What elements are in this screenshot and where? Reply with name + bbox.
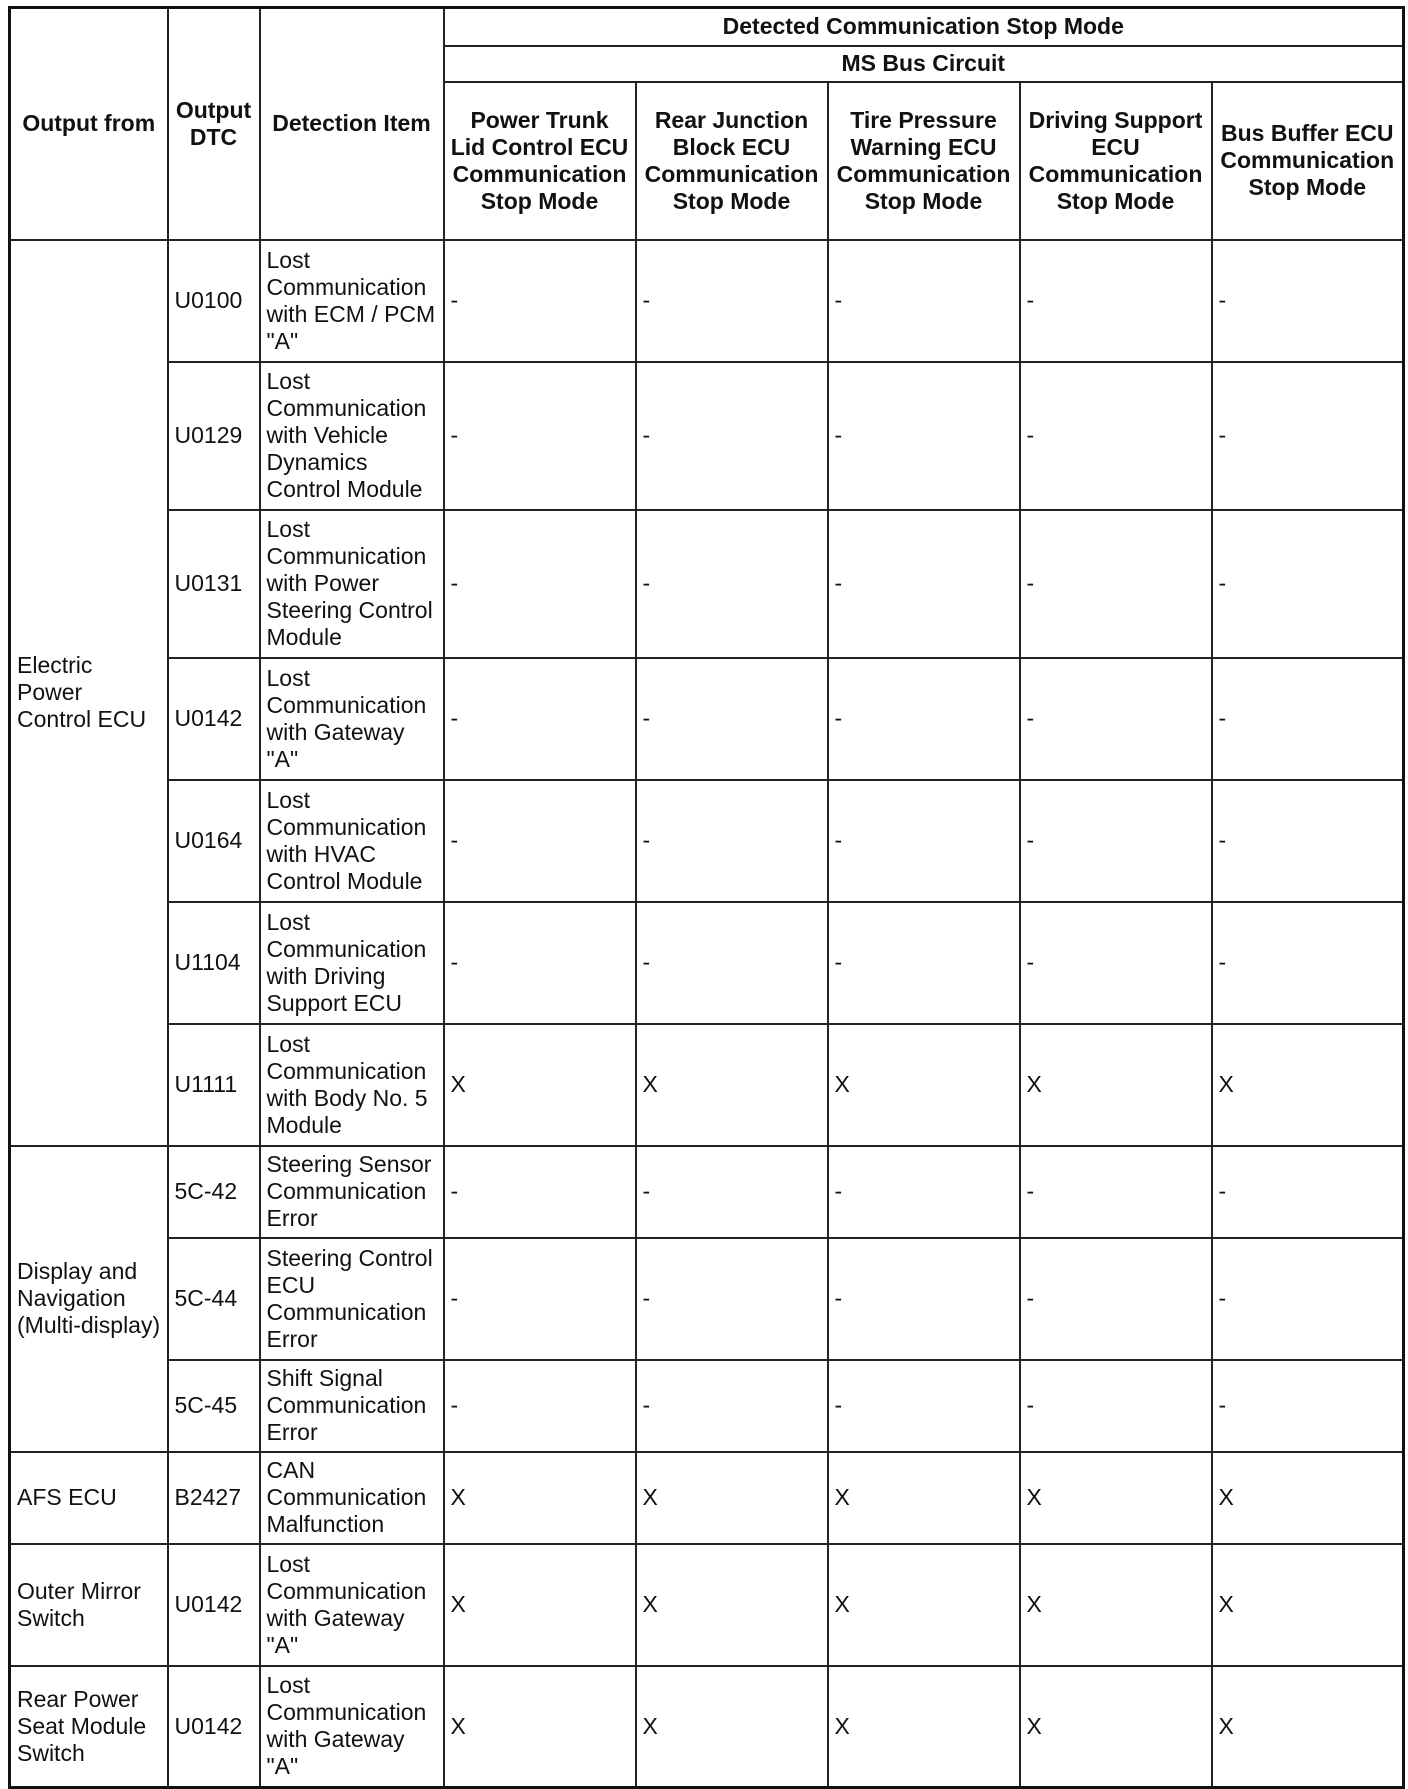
mode-mark-cell: X [828,1024,1020,1146]
output-from-cell: Display and Navigation (Multi-display) [10,1146,168,1452]
table-row [10,658,1404,780]
mode-mark-cell: - [636,510,828,658]
mode-mark-cell: - [828,510,1020,658]
mode-mark-cell: X [1020,1452,1212,1544]
mode-mark-cell: X [636,1544,828,1666]
mode-mark-cell: - [828,780,1020,902]
mode-mark-cell: - [1212,1146,1404,1238]
table-row [10,1544,1404,1666]
mode-mark-cell: X [444,1666,636,1788]
mode-mark-cell: X [444,1452,636,1544]
mode-mark-cell: - [444,1360,636,1452]
table-row [10,1360,1404,1452]
detection-item-cell: Lost Communication with HVAC Control Module [260,780,444,902]
mode-mark-cell: - [828,240,1020,362]
table-row [10,780,1404,902]
header-mode-power-trunk-lid: Power Trunk Lid Control ECU Communication Stop Mode [444,82,636,240]
mode-mark-cell: X [636,1024,828,1146]
mode-mark-cell: - [444,658,636,780]
header-row-top [10,8,1404,46]
table-row [10,510,1404,658]
table-row [10,1666,1404,1788]
mode-mark-cell: X [1212,1544,1404,1666]
detection-item-cell: Lost Communication with ECM / PCM "A" [260,240,444,362]
table-row [10,240,1404,362]
detection-item-cell: Lost Communication with Power Steering Control Module [260,510,444,658]
mode-mark-cell: - [444,1238,636,1360]
mode-mark-cell: - [636,1360,828,1452]
mode-mark-cell: - [1020,1238,1212,1360]
mode-mark-cell: X [1020,1544,1212,1666]
detection-item-cell: Shift Signal Communication Error [260,1360,444,1452]
mode-mark-cell: - [636,1238,828,1360]
header-mode-rear-junction-block: Rear Junction Block ECU Communication Stop Mode [636,82,828,240]
mode-mark-cell: - [1212,902,1404,1024]
mode-mark-cell: - [444,780,636,902]
mode-mark-cell: X [444,1544,636,1666]
detection-item-cell: Lost Communication with Gateway "A" [260,658,444,780]
mode-mark-cell: X [444,1024,636,1146]
mode-mark-cell: X [636,1666,828,1788]
dtc-communication-stop-mode-table-container [8,6,1402,1789]
dtc-cell: U0164 [168,780,260,902]
mode-mark-cell: X [828,1452,1020,1544]
mode-mark-cell: - [1020,240,1212,362]
mode-mark-cell: - [444,1146,636,1238]
mode-mark-cell: - [1020,902,1212,1024]
mode-mark-cell: - [1212,658,1404,780]
mode-mark-cell: - [1212,240,1404,362]
mode-mark-cell: - [1212,1238,1404,1360]
header-output-dtc: Output DTC [168,8,260,240]
mode-mark-cell: - [1020,362,1212,510]
dtc-cell: U0129 [168,362,260,510]
table-row [10,362,1404,510]
mode-mark-cell: - [1020,780,1212,902]
mode-mark-cell: - [636,240,828,362]
dtc-cell: U0100 [168,240,260,362]
dtc-cell: U0142 [168,1666,260,1788]
output-from-cell: AFS ECU [10,1452,168,1544]
mode-mark-cell: - [828,1146,1020,1238]
header-detection-item: Detection Item [260,8,444,240]
detection-item-cell: Lost Communication with Gateway "A" [260,1544,444,1666]
mode-mark-cell: X [1212,1452,1404,1544]
mode-mark-cell: X [828,1544,1020,1666]
dtc-cell: 5C-44 [168,1238,260,1360]
dtc-cell: 5C-42 [168,1146,260,1238]
header-mode-tire-pressure-warning: Tire Pressure Warning ECU Communication Stop Mode [828,82,1020,240]
mode-mark-cell: - [636,362,828,510]
table-row [10,1238,1404,1360]
detection-item-cell: Steering Sensor Communication Error [260,1146,444,1238]
mode-mark-cell: - [828,362,1020,510]
dtc-cell: U0131 [168,510,260,658]
mode-mark-cell: - [1020,658,1212,780]
mode-mark-cell: X [1020,1024,1212,1146]
mode-mark-cell: X [828,1666,1020,1788]
header-detected-communication-stop-mode: Detected Communication Stop Mode [444,8,1404,46]
table-header [10,8,1404,240]
output-from-cell: Electric Power Control ECU [10,240,168,1146]
mode-mark-cell: - [1212,510,1404,658]
mode-mark-cell: - [636,902,828,1024]
detection-item-cell: Lost Communication with Body No. 5 Module [260,1024,444,1146]
mode-mark-cell: - [444,362,636,510]
detection-item-cell: CAN Communication Malfunction [260,1452,444,1544]
mode-mark-cell: - [828,658,1020,780]
mode-mark-cell: X [1212,1024,1404,1146]
mode-mark-cell: - [444,510,636,658]
mode-mark-cell: - [636,658,828,780]
mode-mark-cell: - [444,240,636,362]
dtc-cell: B2427 [168,1452,260,1544]
dtc-cell: U1104 [168,902,260,1024]
mode-mark-cell: - [444,902,636,1024]
mode-mark-cell: - [828,1238,1020,1360]
table-row [10,902,1404,1024]
dtc-communication-stop-mode-table [8,6,1405,1789]
header-ms-bus-circuit: MS Bus Circuit [444,46,1404,82]
mode-mark-cell: - [1020,1360,1212,1452]
mode-mark-cell: X [1020,1666,1212,1788]
output-from-cell: Outer Mirror Switch [10,1544,168,1666]
dtc-cell: U0142 [168,658,260,780]
mode-mark-cell: - [1020,510,1212,658]
mode-mark-cell: X [636,1452,828,1544]
detection-item-cell: Lost Communication with Gateway "A" [260,1666,444,1788]
mode-mark-cell: - [1020,1146,1212,1238]
mode-mark-cell: - [1212,780,1404,902]
dtc-cell: 5C-45 [168,1360,260,1452]
mode-mark-cell: - [636,1146,828,1238]
table-row [10,1024,1404,1146]
header-mode-bus-buffer: Bus Buffer ECU Communication Stop Mode [1212,82,1404,240]
mode-mark-cell: X [1212,1666,1404,1788]
mode-mark-cell: - [828,1360,1020,1452]
table-row [10,1146,1404,1238]
header-mode-driving-support: Driving Support ECU Communication Stop Mode [1020,82,1212,240]
detection-item-cell: Steering Control ECU Communication Error [260,1238,444,1360]
detection-item-cell: Lost Communication with Vehicle Dynamics Control Module [260,362,444,510]
output-from-cell: Rear Power Seat Module Switch [10,1666,168,1788]
mode-mark-cell: - [1212,362,1404,510]
mode-mark-cell: - [828,902,1020,1024]
mode-mark-cell: - [1212,1360,1404,1452]
mode-mark-cell: - [636,780,828,902]
dtc-cell: U1111 [168,1024,260,1146]
dtc-cell: U0142 [168,1544,260,1666]
table-body [10,240,1404,1788]
table-row [10,1452,1404,1544]
detection-item-cell: Lost Communication with Driving Support ECU [260,902,444,1024]
header-output-from: Output from [10,8,168,240]
